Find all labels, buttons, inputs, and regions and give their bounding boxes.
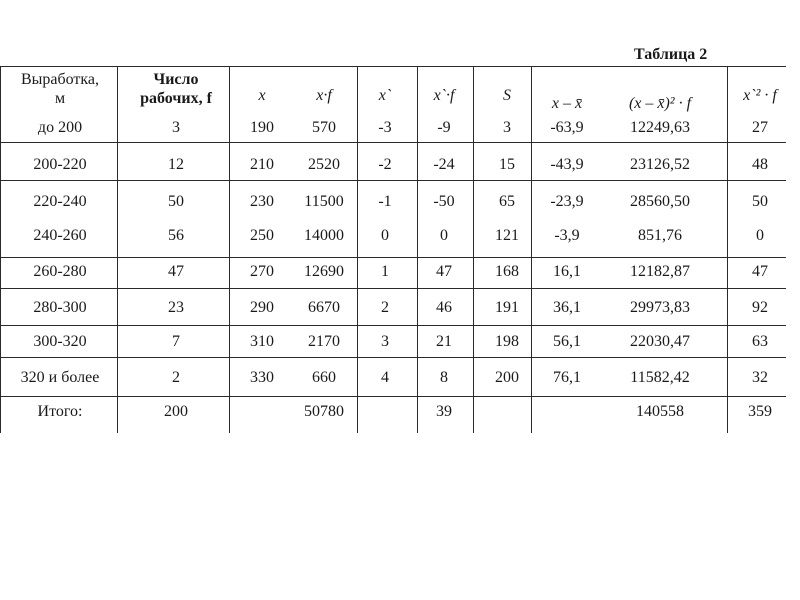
table-cell: 4 bbox=[381, 369, 389, 386]
table-cell: 47 bbox=[168, 263, 184, 280]
table-cell: 23126,52 bbox=[630, 156, 690, 173]
table-cell: 22030,47 bbox=[630, 333, 690, 350]
table-cell: -2 bbox=[378, 156, 392, 173]
table-cell: -23,9 bbox=[550, 193, 584, 210]
table-cell: 12182,87 bbox=[630, 263, 690, 280]
table-cell: 660 bbox=[312, 369, 336, 386]
table-cell: 191 bbox=[495, 299, 519, 316]
header-line: S bbox=[503, 87, 511, 104]
table-cell: 240-260 bbox=[33, 227, 87, 244]
table-cell: 1 bbox=[381, 263, 389, 280]
table-cell: 29973,83 bbox=[630, 299, 690, 316]
table-cell: 63 bbox=[752, 333, 768, 350]
table-cell: до 200 bbox=[37, 119, 83, 136]
table-cell: 330 bbox=[250, 369, 274, 386]
table-cell: 47 bbox=[752, 263, 768, 280]
total-cell: Итого: bbox=[37, 403, 83, 420]
header-line: x bbox=[258, 87, 266, 104]
table-cell: -24 bbox=[433, 156, 455, 173]
table-cell: 2170 bbox=[308, 333, 340, 350]
table-cell: 0 bbox=[756, 227, 764, 244]
table-cell: 12 bbox=[168, 156, 184, 173]
table-cell: 280-300 bbox=[33, 299, 87, 316]
table-cell: 56,1 bbox=[553, 333, 581, 350]
total-cell: 140558 bbox=[636, 403, 684, 420]
table-cell: 3 bbox=[503, 119, 511, 136]
header-line: x`² · f bbox=[743, 87, 777, 104]
table-cell: -9 bbox=[437, 119, 451, 136]
table-cell: 76,1 bbox=[553, 369, 581, 386]
table-cell: 0 bbox=[440, 227, 448, 244]
table-cell: 200-220 bbox=[33, 156, 87, 173]
table-cell: 250 bbox=[250, 227, 274, 244]
table-cell: 27 bbox=[752, 119, 768, 136]
table-cell: 28560,50 bbox=[630, 193, 690, 210]
table-cell: 32 bbox=[752, 369, 768, 386]
table-cell: 50 bbox=[168, 193, 184, 210]
table-cell: 36,1 bbox=[553, 299, 581, 316]
table-cell: -3 bbox=[378, 119, 392, 136]
table-cell: 3 bbox=[381, 333, 389, 350]
table-cell: -3,9 bbox=[554, 227, 580, 244]
header-line: x·f bbox=[316, 87, 332, 104]
table-cell: 220-240 bbox=[33, 193, 87, 210]
table-cell: 190 bbox=[250, 119, 274, 136]
table-cell: 260-280 bbox=[33, 263, 87, 280]
header-line: (x – x̄)² · f bbox=[628, 95, 692, 112]
table-cell: 46 bbox=[436, 299, 452, 316]
table-cell: 3 bbox=[172, 119, 180, 136]
table-cell: 15 bbox=[499, 156, 515, 173]
table-cell: 6670 bbox=[308, 299, 340, 316]
table-cell: 300-320 bbox=[33, 333, 87, 350]
table-cell: 7 bbox=[172, 333, 180, 350]
header-line: Выработка, bbox=[20, 71, 100, 88]
header-c0 bbox=[0, 70, 120, 108]
table-cell: 210 bbox=[250, 156, 274, 173]
table-cell: 290 bbox=[250, 299, 274, 316]
table-cell: 11500 bbox=[304, 193, 344, 210]
header-line: Число bbox=[153, 71, 199, 88]
table-caption: Таблица 2 bbox=[634, 46, 708, 63]
table-cell: 270 bbox=[250, 263, 274, 280]
header-line: рабочих, f bbox=[140, 90, 212, 107]
table-cell: 16,1 bbox=[553, 263, 581, 280]
total-cell: 200 bbox=[164, 403, 188, 420]
table-cell: 56 bbox=[168, 227, 184, 244]
table-cell: 47 bbox=[436, 263, 452, 280]
table-cell: 23 bbox=[168, 299, 184, 316]
table-cell: 11582,42 bbox=[630, 369, 690, 386]
table-cell: -63,9 bbox=[550, 119, 584, 136]
table-cell: 65 bbox=[499, 193, 515, 210]
table-cell: 570 bbox=[312, 119, 336, 136]
table-cell: 0 bbox=[381, 227, 389, 244]
table-cell: 21 bbox=[436, 333, 452, 350]
table-cell: 8 bbox=[440, 369, 448, 386]
table-cell: 14000 bbox=[304, 227, 344, 244]
table-cell: 121 bbox=[495, 227, 519, 244]
header-line: x` bbox=[378, 87, 392, 104]
table-cell: 851,76 bbox=[638, 227, 682, 244]
table-cell: 320 и более bbox=[20, 369, 100, 386]
header-line: м bbox=[54, 90, 66, 107]
table-cell: 198 bbox=[495, 333, 519, 350]
table-cell: 50 bbox=[752, 193, 768, 210]
table-cell: -50 bbox=[433, 193, 455, 210]
table-cell: 12249,63 bbox=[630, 119, 690, 136]
table-cell: 168 bbox=[495, 263, 519, 280]
table-cell: 2520 bbox=[308, 156, 340, 173]
total-cell: 359 bbox=[748, 403, 772, 420]
table-cell: 12690 bbox=[304, 263, 344, 280]
header-line: x – x̄ bbox=[551, 95, 583, 112]
table-cell: 310 bbox=[250, 333, 274, 350]
total-cell: 39 bbox=[436, 403, 452, 420]
table-cell: -1 bbox=[378, 193, 392, 210]
total-cell: 50780 bbox=[304, 403, 344, 420]
table-cell: 200 bbox=[495, 369, 519, 386]
table-cell: 2 bbox=[381, 299, 389, 316]
header-line: x`·f bbox=[433, 87, 455, 104]
header-c9 bbox=[700, 86, 800, 105]
table-cell: 48 bbox=[752, 156, 768, 173]
table-cell: 230 bbox=[250, 193, 274, 210]
table-cell: -43,9 bbox=[550, 156, 584, 173]
table-cell: 92 bbox=[752, 299, 768, 316]
table-cell: 2 bbox=[172, 369, 180, 386]
